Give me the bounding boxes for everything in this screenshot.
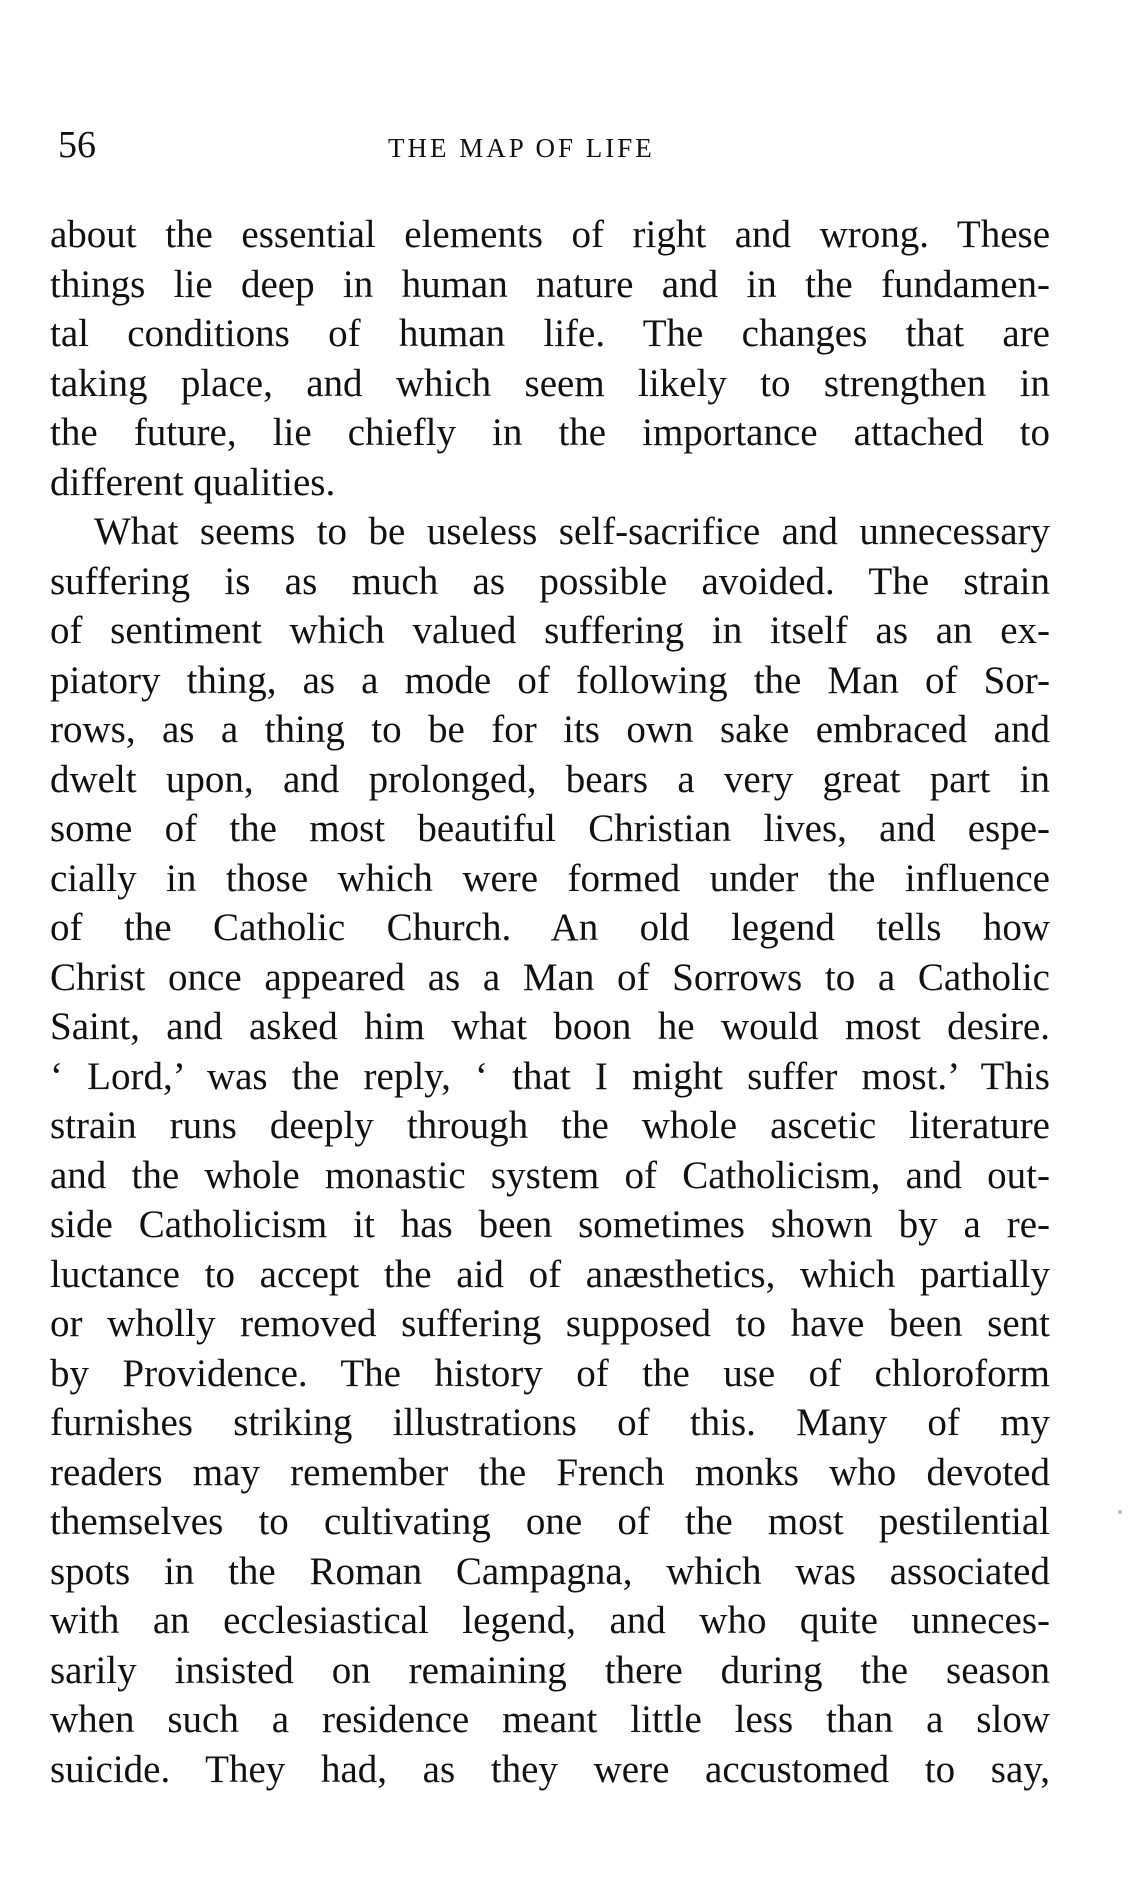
text-line: luctance to accept the aid of anæsthetics, which partially bbox=[50, 1252, 1050, 1296]
text-line: spots in the Roman Campagna, which was associated bbox=[50, 1549, 1050, 1593]
text-line: some of the most beautiful Christian lives, and espe- bbox=[50, 807, 1050, 850]
text-line: furnishes striking illustrations of this. Many of my bbox=[50, 1401, 1050, 1444]
text-line: side Catholicism it has been sometimes shown by a re- bbox=[50, 1203, 1050, 1246]
text-line: piatory thing, as a mode of following the Man of Sor- bbox=[50, 658, 1050, 702]
text-line: taking place, and which seem likely to strengthen in bbox=[50, 361, 1050, 405]
text-line: readers may remember the French monks who devoted bbox=[50, 1450, 1050, 1494]
text-line: when such a residence meant little less than a slow bbox=[50, 1698, 1050, 1741]
text-line: sarily insisted on remaining there during the season bbox=[50, 1648, 1050, 1692]
text-line: ‘ Lord,’ was the reply, ‘ that I might suffer most.’ This bbox=[50, 1054, 1050, 1098]
text-line: themselves to cultivating one of the most pestilential bbox=[50, 1500, 1050, 1543]
page-number: 56 bbox=[58, 124, 96, 166]
running-title: THE MAP OF LIFE bbox=[388, 133, 655, 163]
text-line: different qualities. bbox=[50, 460, 336, 504]
text-line: What seems to be useless self-sacrifice and unnecessary bbox=[94, 510, 1050, 553]
text-line: and the whole monastic system of Catholicism, and out- bbox=[50, 1153, 1050, 1197]
text-line: by Providence. The history of the use of chloroform bbox=[50, 1351, 1050, 1395]
text-line: suicide. They had, as they were accustomed to say, bbox=[50, 1747, 1050, 1791]
text-line: about the essential elements of right and wrong. These bbox=[50, 213, 1050, 256]
text-line: or wholly removed suffering supposed to have been sent bbox=[50, 1302, 1050, 1345]
text-line: Saint, and asked him what boon he would most desire. bbox=[50, 1005, 1050, 1048]
text-line: strain runs deeply through the whole ascetic literature bbox=[50, 1104, 1050, 1147]
text-line: cially in those which were formed under the influence bbox=[50, 856, 1050, 900]
text-line: rows, as a thing to be for its own sake embraced and bbox=[50, 708, 1050, 751]
margin-speck bbox=[1118, 1510, 1122, 1514]
text-line: of the Catholic Church. An old legend tells how bbox=[50, 906, 1050, 949]
text-line: Christ once appeared as a Man of Sorrows to a Catholic bbox=[50, 955, 1050, 999]
text-line: the future, lie chiefly in the importance attached to bbox=[50, 411, 1050, 454]
text-line: of sentiment which valued suffering in itself as an ex- bbox=[50, 609, 1050, 652]
text-line: dwelt upon, and prolonged, bears a very great part in bbox=[50, 757, 1050, 801]
body-text bbox=[50, 210, 1050, 1794]
text-line: with an ecclesiastical legend, and who quite unneces- bbox=[50, 1599, 1050, 1642]
text-line: tal conditions of human life. The changes that are bbox=[50, 312, 1050, 355]
text-line: things lie deep in human nature and in the fundamen- bbox=[50, 262, 1050, 306]
text-line: suffering is as much as possible avoided. The strain bbox=[50, 559, 1050, 603]
running-head bbox=[58, 122, 1048, 172]
